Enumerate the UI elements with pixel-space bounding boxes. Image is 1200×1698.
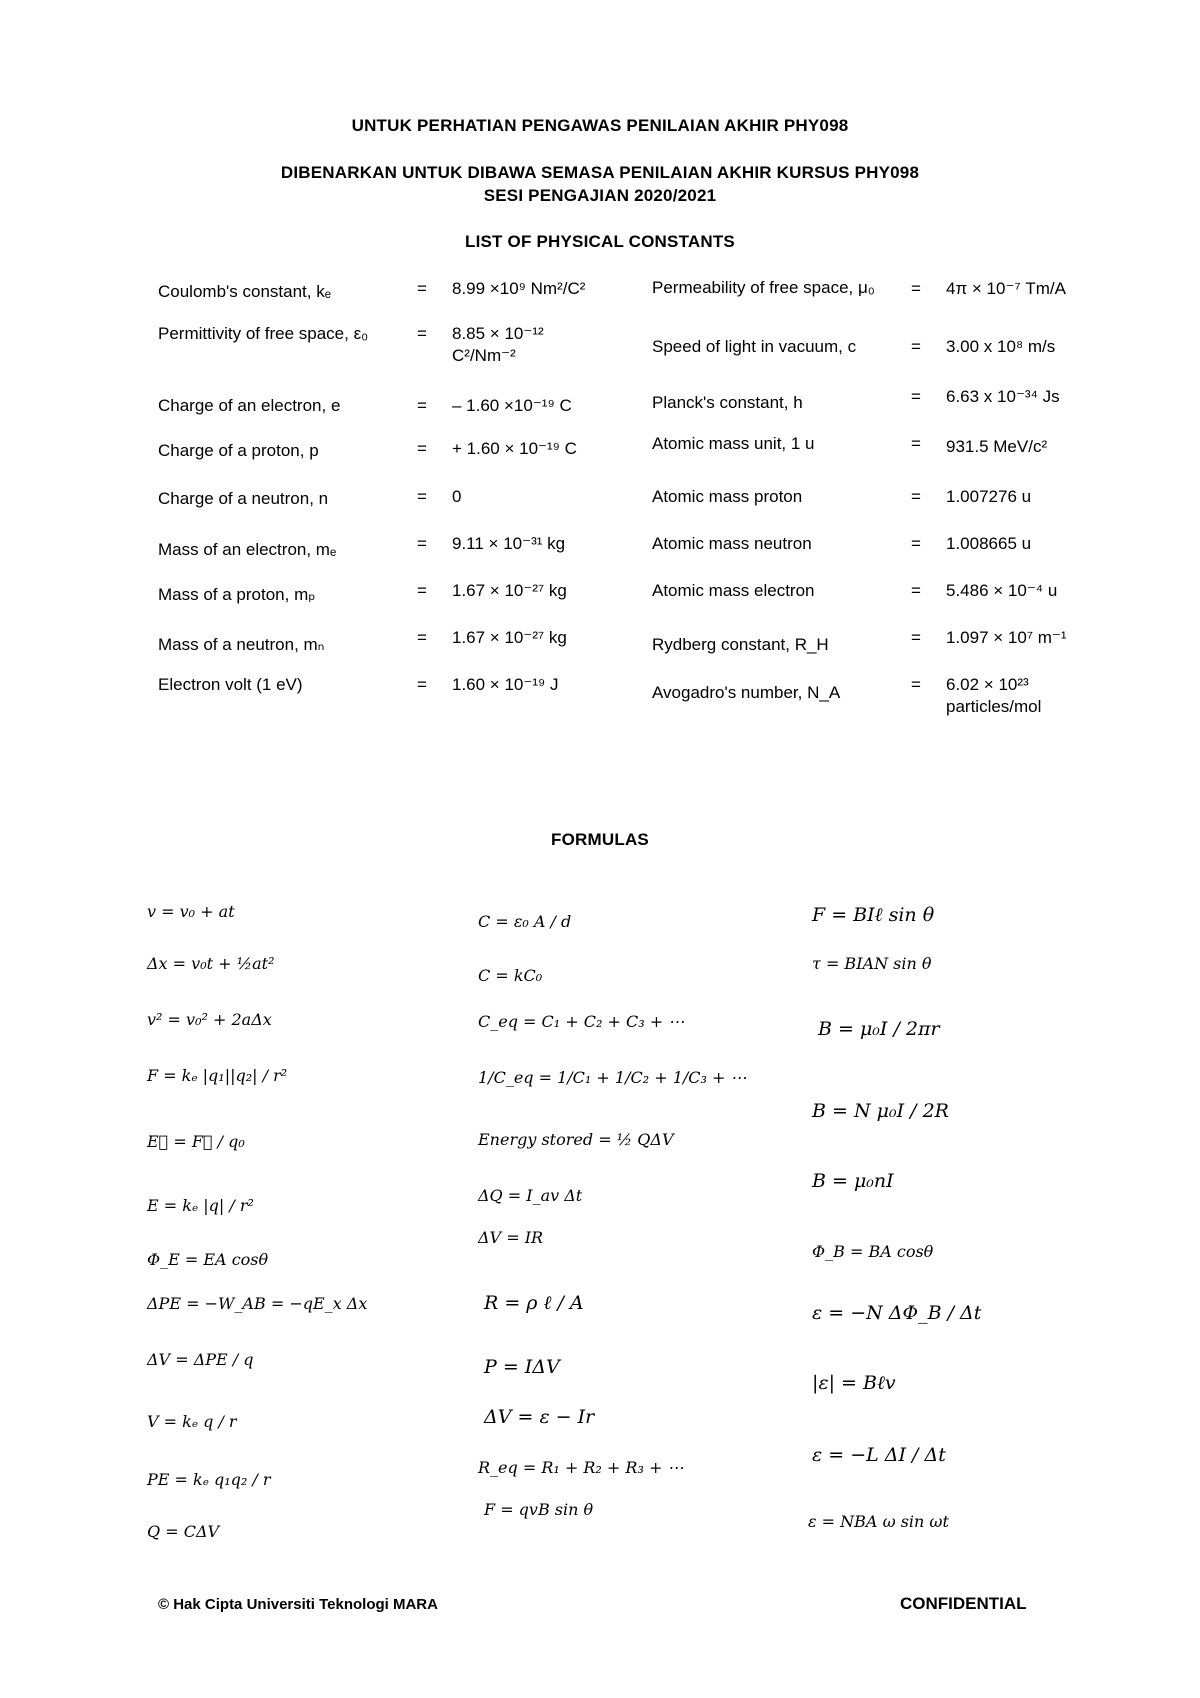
constant-value: 931.5 MeV/c²: [946, 437, 1048, 456]
constant-equals: =: [911, 434, 921, 453]
formula: ΔV = ΔPE / q: [147, 1350, 254, 1369]
formula: ε = NBA ω sin ωt: [808, 1512, 949, 1531]
formula: 1/C_eq = 1/C₁ + 1/C₂ + 1/C₃ + ⋯: [478, 1068, 747, 1087]
constant-label: Atomic mass proton: [652, 487, 803, 506]
constant-label: Charge of an electron, e: [158, 396, 341, 415]
constant-equals: =: [417, 534, 427, 553]
formula: ΔQ = I_av Δt: [478, 1186, 583, 1205]
confidential-label: CONFIDENTIAL: [900, 1594, 1027, 1613]
constant-label: Speed of light in vacuum, c: [652, 337, 857, 356]
formulas-title: FORMULAS: [551, 830, 649, 849]
formula: v² = v₀² + 2aΔx: [147, 1010, 272, 1029]
formula: |ε| = Bℓv: [812, 1372, 896, 1394]
constant-label: Permittivity of free space, ε₀: [158, 324, 369, 343]
constant-label: Atomic mass neutron: [652, 534, 812, 553]
constant-value: 5.486 × 10⁻⁴ u: [946, 581, 1058, 600]
header-line-1: UNTUK PERHATIAN PENGAWAS PENILAIAN AKHIR PHY098: [351, 116, 849, 135]
constant-value: 9.11 × 10⁻³¹ kg: [452, 534, 566, 553]
formula: Δx = v₀t + ½at²: [147, 954, 275, 973]
copyright-notice: © Hak Cipta Universiti Teknologi MARA: [158, 1596, 438, 1613]
constant-label: Coulomb's constant, kₑ: [158, 282, 332, 301]
constant-value: 0: [452, 487, 462, 506]
constant-value: 1.007276 u: [946, 487, 1032, 506]
constant-label: Mass of a neutron, mₙ: [158, 635, 325, 654]
formula: ε = −L ΔI / Δt: [812, 1444, 946, 1466]
formula: PE = kₑ q₁q₂ / r: [147, 1470, 271, 1489]
formula: C_eq = C₁ + C₂ + C₃ + ⋯: [478, 1012, 685, 1031]
formula: τ = BIAN sin θ: [812, 954, 932, 973]
formula: v = v₀ + at: [147, 902, 235, 921]
constant-label: Rydberg constant, R_H: [652, 635, 829, 654]
constant-label: Atomic mass electron: [652, 581, 815, 600]
constant-value: 3.00 x 10⁸ m/s: [946, 337, 1056, 356]
constant-value: 8.85 × 10⁻¹² C²/Nm⁻²: [452, 324, 544, 365]
formula: B = μ₀I / 2πr: [818, 1018, 940, 1040]
constant-value: 1.60 × 10⁻¹⁹ J: [452, 675, 559, 694]
constant-equals: =: [911, 487, 921, 506]
formula: ΔPE = −W_AB = −qE_x Δx: [147, 1294, 368, 1313]
constant-value: + 1.60 × 10⁻¹⁹ C: [452, 439, 577, 458]
constant-value: – 1.60 ×10⁻¹⁹ C: [452, 396, 572, 415]
constant-equals: =: [911, 581, 921, 600]
formula: V = kₑ q / r: [147, 1412, 237, 1431]
formula: F = BIℓ sin θ: [812, 904, 935, 926]
constant-equals: =: [417, 487, 427, 506]
constant-equals: =: [911, 534, 921, 553]
formula: R_eq = R₁ + R₂ + R₃ + ⋯: [478, 1458, 684, 1477]
constant-value: 1.67 × 10⁻²⁷ kg: [452, 628, 567, 647]
constant-label: Mass of a proton, mₚ: [158, 585, 316, 604]
formula: E = kₑ |q| / r²: [147, 1196, 254, 1215]
constant-equals: =: [911, 628, 921, 647]
constant-label: Charge of a proton, p: [158, 441, 319, 460]
constant-value: 6.02 × 10²³ particles/mol: [946, 675, 1042, 716]
formula: F = kₑ |q₁||q₂| / r²: [147, 1066, 288, 1085]
constant-equals: =: [911, 675, 921, 694]
constant-equals: =: [911, 387, 921, 406]
constant-label: Atomic mass unit, 1 u: [652, 434, 815, 453]
formula: Energy stored = ½ QΔV: [478, 1130, 674, 1149]
formula: E⃗ = F⃗ / q₀: [147, 1132, 245, 1151]
constant-equals: =: [417, 581, 427, 600]
formula: Q = CΔV: [147, 1522, 220, 1541]
constant-value: 6.63 x 10⁻³⁴ Js: [946, 387, 1060, 406]
constant-equals: =: [417, 439, 427, 458]
constant-value: 4π × 10⁻⁷ Tm/A: [946, 279, 1066, 298]
constant-equals: =: [911, 279, 921, 298]
constant-equals: =: [417, 396, 427, 415]
constant-value: 1.097 × 10⁷ m⁻¹: [946, 628, 1067, 647]
formula: C = kC₀: [478, 966, 543, 985]
constant-equals: =: [911, 337, 921, 356]
constant-equals: =: [417, 324, 427, 343]
formula: ΔV = IR: [478, 1228, 544, 1247]
constant-label: Charge of a neutron, n: [158, 489, 329, 508]
formula: ΔV = ε − Ir: [484, 1406, 595, 1428]
formula: C = ε₀ A / d: [478, 912, 572, 931]
formula: Φ_E = EA cosθ: [147, 1250, 269, 1269]
constant-label: Electron volt (1 eV): [158, 675, 303, 694]
formula: ε = −N ΔΦ_B / Δt: [812, 1302, 982, 1324]
formula: R = ρ ℓ / A: [484, 1292, 584, 1314]
constants-title: LIST OF PHYSICAL CONSTANTS: [465, 232, 735, 251]
constant-equals: =: [417, 675, 427, 694]
constant-equals: =: [417, 279, 427, 298]
formula: B = N μ₀I / 2R: [812, 1100, 949, 1122]
header-line-3: SESI PENGAJIAN 2020/2021: [483, 186, 717, 205]
constant-equals: =: [417, 628, 427, 647]
formula: F = qvB sin θ: [484, 1500, 594, 1519]
constant-value: 8.99 ×10⁹ Nm²/C²: [452, 279, 586, 298]
constant-label: Mass of an electron, mₑ: [158, 540, 337, 559]
formula: P = IΔV: [484, 1356, 560, 1378]
constant-label: Planck's constant, h: [652, 393, 803, 412]
header-line-2: DIBENARKAN UNTUK DIBAWA SEMASA PENILAIAN AKHIR KURSUS PHY098: [280, 163, 920, 182]
formula: Φ_B = BA cosθ: [812, 1242, 934, 1261]
constant-label: Avogadro's number, N_A: [652, 683, 841, 702]
constant-value: 1.008665 u: [946, 534, 1032, 553]
constant-value: 1.67 × 10⁻²⁷ kg: [452, 581, 567, 600]
formula: B = μ₀nI: [812, 1170, 894, 1192]
constant-label: Permeability of free space, μ₀: [652, 278, 875, 297]
